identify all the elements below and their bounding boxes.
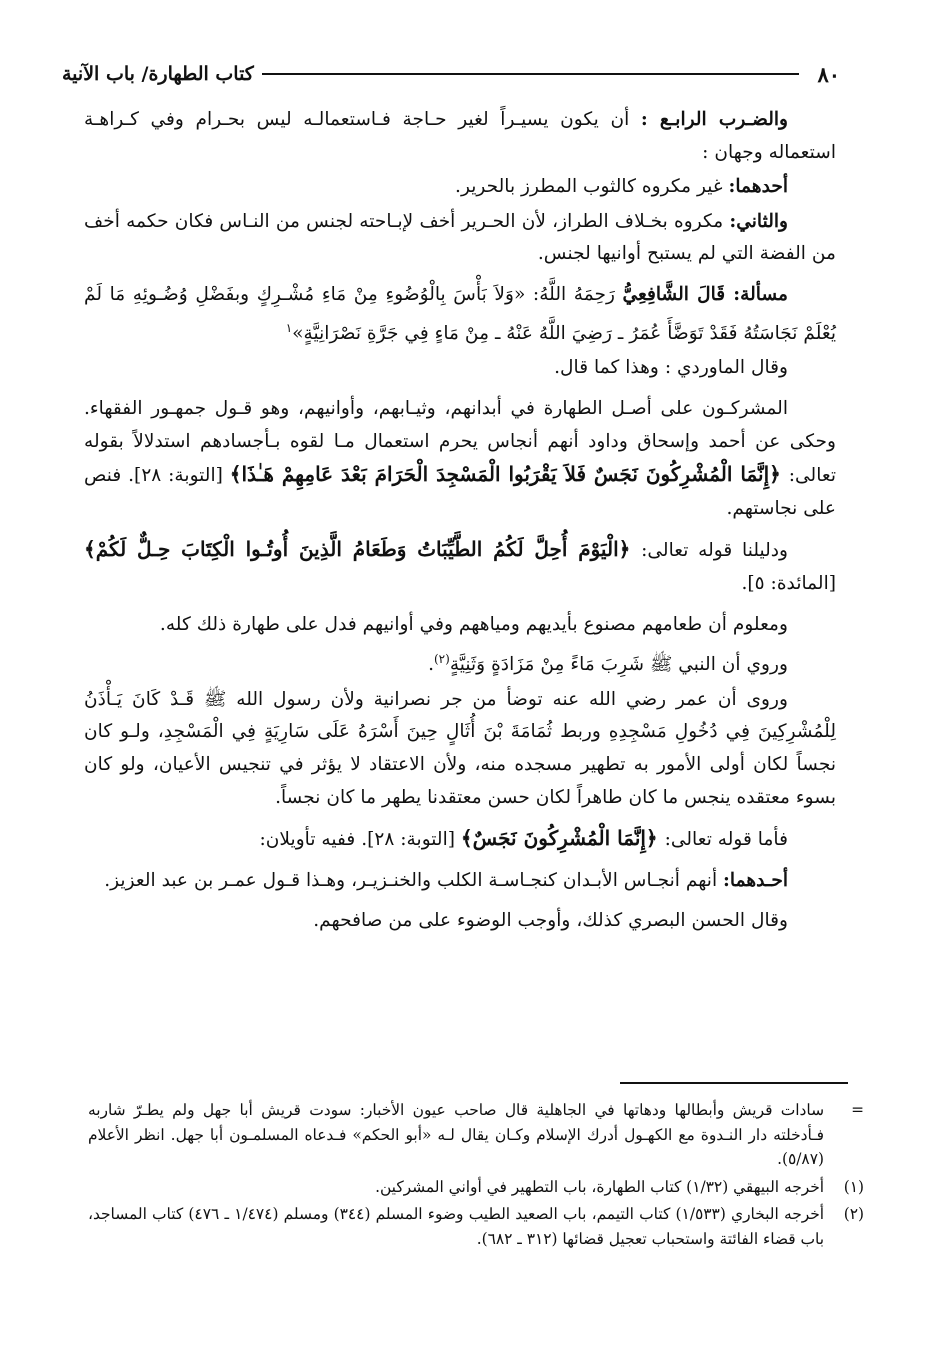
para-text: أنهم أنجـاس الأبـدان كنجـاسـة الكلب والخنـزيـر، وهـذا قـول عمـر بن عبد العزيز. [104,869,724,891]
paragraph-polytheists-purity [84,393,836,525]
footnote-mark: (٢) [843,1205,864,1223]
para-lead: مسألة: قَالَ الشَّافِعِيُّ [622,283,788,305]
para-lead: أحدهما: [728,176,788,198]
para-text: ودليلنا قوله تعالى: [641,540,789,562]
footnote-item [88,1202,864,1251]
footnote-mark: = [851,1101,864,1119]
running-title: كتاب الطهارة/ باب الآنية [62,63,254,85]
para-text-after: . [428,654,434,676]
para-lead: والضـرب الرابـع : [640,109,789,130]
para-text: مكروه بخـلاف الطراز، لأن الحـرير أخف لإبـاحته لجنس من النـاس فكان حكمه أخف من الفضة التي لم يستبح أوانيها لجنس. [84,210,836,265]
paragraph-umar-report [84,684,836,814]
paragraph-two-interpretations [84,822,836,857]
para-text: وروى أن عمر رضي الله عنه توضأ من جر نصرانية ولأن رسول الله ﷺ قَـدْ كَانَ يَـأْذَنُ لِلْمُشْرِكِينَ فِي دُخُولِ مَسْجِدِهِ وربط ثُمَامَةَ بْنَ أُثَالٍ حِينَ أَسْرَهُ عَلَى سَارِيَةٍ فِي الْمَسْجِدِ، ولـو كان نجساً لكان أولى الأمور به تطهير مسجده منه، ولأن الاعتقاد لا يؤثر في تنجيس الأعيان، ولو كان بسوء معتقده ينجس ما كان طاهراً لكان حسن معتقدنا يطهر ما كان نجساً. [84,688,836,808]
para-text: رَحِمَهُ اللَّهُ: «وَلاَ بَأْسَ بِالْوُضُوءِ مِنْ مَاءِ مُشْـرِكٍ وبفَضْلِ وُضُـوئِهِ مَا لَمْ يُعْلَمْ نَجَاسَتُهُ فَقَدْ تَوَضَّأَ عُمَرُ ـ رَضِيَ اللَّهُ عَنْهُ ـ مِنْ مَاءٍ فِي جَرَّةِ نَصْرَانِيَّةٍ» [84,283,836,344]
page-header [62,58,840,90]
quran-quote: ﴿الْيَوْمَ أُحِلَّ لَكُمُ الطَّيِّبَاتُ وَطَعَامُ الَّذِينَ أُوتُـوا الْكِتَابَ حِـلٌّ لَكُمْ﴾ [84,537,642,562]
main-text [84,104,836,940]
quran-quote: ﴿إِنَّمَا الْمُشْرِكُونَ نَجَسٌ فَلاَ يَقْرَبُوا الْمَسْجِدَ الْحَرَامَ بَعْدَ عَامِهِمْ هَـٰذَا﴾ [229,462,789,487]
paragraph-first-view [84,171,836,204]
para-text: المشركـون على أصـل الطهارة في أبدانهم، وثيـابهم، وأوانيهم، وهو قـول جمهـور الفقهاء. وحكى عن أحمد وإسحاق وداود أنهم أنجاس يحرم استعمال مـا لقوه بـأجسادهم استدلالاً بقوله تعالى: [84,397,837,487]
paragraph-issue-shafii [84,279,836,350]
para-text: ومعلوم أن طعامهم مصنوع بأيديهم ومياههم وفي أوانيهم فدل على طهارة ذلك كله. [159,613,788,635]
para-lead: أحـدهما: [723,869,788,891]
footnote-item [88,1098,864,1172]
para-text-after: [التوبة: ٢٨]. ففيه تأويلان: [259,829,461,851]
paragraph-second-view [84,206,836,271]
page-number: ٨٠ [817,61,840,87]
para-text: أن يكون يسيـراً لغير حـاجة فـاستعمالـه ليس بحـرام وفي كـراهـة استعماله وجهان : [84,109,836,163]
quran-quote: ﴿إِنَّمَا الْمُشْرِكُونَ نَجَسٌ﴾ [460,826,665,851]
footnote-ref[interactable]: (٢) [433,652,450,667]
paragraph-hasan-basri [84,905,836,938]
footnote-text: سادات قريش وأبطالها ودهاتها في الجاهلية قال صاحب عيون الأخبار: سودت قريش أبا جهل ولم يطـرّ شاربه فـأدخلته دار النـدوة مع الكهـول أدرك الإسلام وكـان يقال لـه «أبو الحكم» فـدعاه المسلمـون أبا جهل. انظر الأعلام (٥/٨٧). [88,1101,824,1168]
footnote-mark: (١) [843,1177,864,1196]
footnote-text: أخرجه البيهقي (١/٣٢) كتاب الطهارة، باب التطهير في أواني المشركين. [375,1177,824,1196]
paragraph-known-food [84,609,836,642]
paragraph-fourth-type [84,104,836,169]
header-rule [262,73,800,75]
para-text: فأما قوله تعالى: [664,829,788,851]
footnote-item [88,1175,864,1200]
footnote-text: أخرجه البخاري (١/٥٣٣) كتاب التيمم، باب الصعيد الطيب وضوء المسلم (٣٤٤) ومسلم (١/٤٧٤ ـ ٤٧٦) كتاب المساجد، باب قضاء الفائتة واستحباب تعجيل قضائها (٣١٢ ـ ٦٨٢). [88,1205,824,1248]
paragraph-prophet-drank [84,643,836,682]
para-text: وروي أن النبي ﷺ شَرِبَ مَاءً مِنْ مَزَادَةٍ وَثَنِيَّةٍ [449,654,788,676]
footnotes [88,1098,864,1254]
para-text: وقال الحسن البصري كذلك، وأوجب الوضوء على من صافحهم. [313,910,788,932]
paragraph-mawardi [84,352,836,385]
paragraph-first-interpretation [84,865,836,898]
footnote-separator [620,1082,848,1084]
para-text: وقال الماوردي : وهذا كما قال. [554,357,788,379]
para-text-after: [التوبة: ٢٨]. فنص على نجاستهم. [84,465,836,519]
footnote-ref[interactable]: ١ [285,320,293,335]
para-text: غير مكروه كالثوب المطرز بالحرير. [455,176,729,198]
paragraph-our-evidence [84,533,836,600]
para-lead: والثاني: [729,210,788,232]
para-text-after: [المائدة: ٥]. [741,572,836,594]
